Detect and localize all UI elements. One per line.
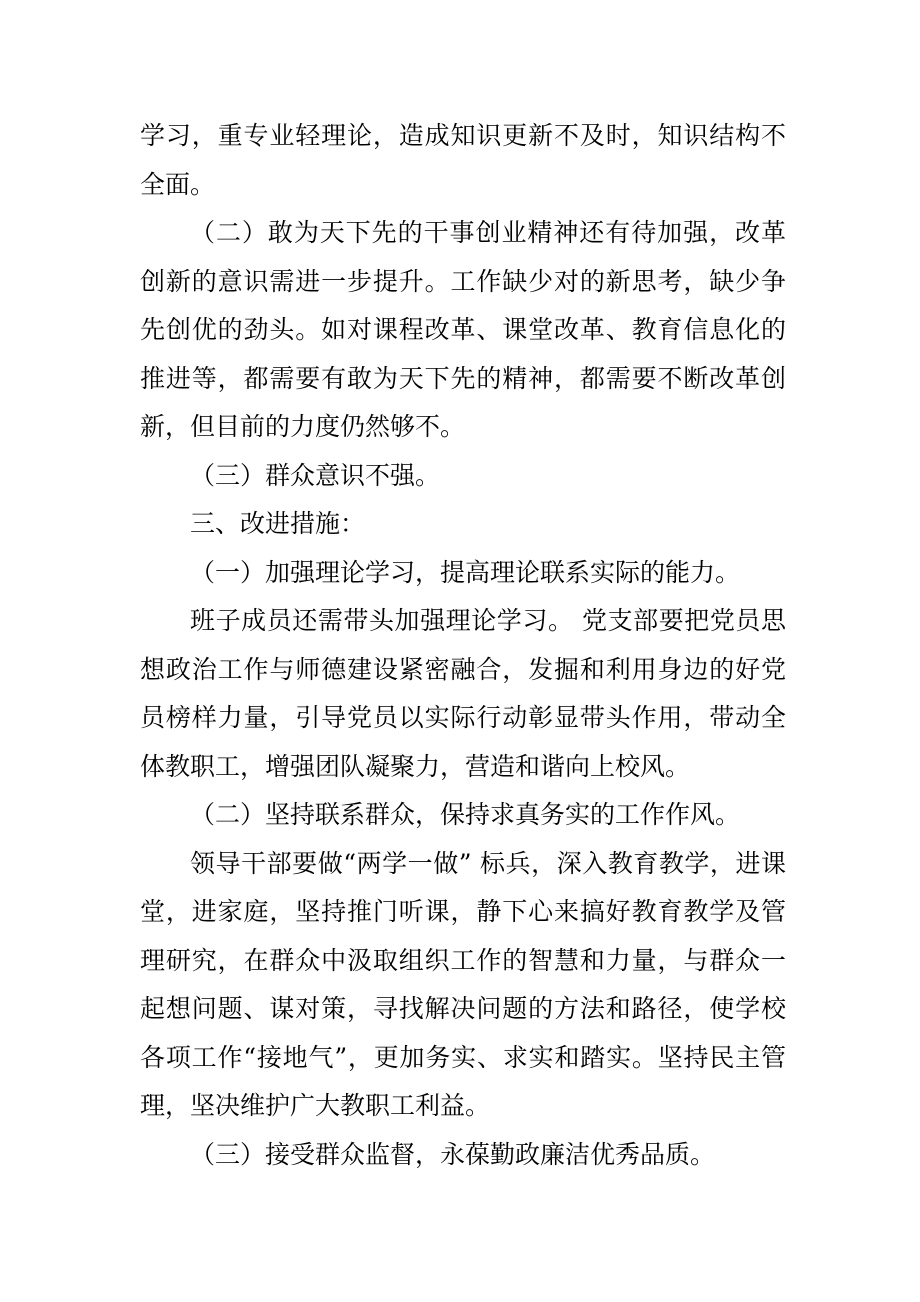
paragraph-connect-with-masses-detail: 领导干部要做“两学一做” 标兵，深入教育教学，进课堂，进家庭，坚持推门听课，静下心来搞好教育教学及管理研究，在群众中汲取组织工作的智慧和力量，与群众一起想问题、谋对策，寻找解决问题的方法和路径，使学校各项工作“接地气”，更加务实、求实和踏实。坚持民主管理，坚决维护广大教职工利益。 [140,848,786,1120]
subheading-connect-with-masses: （二）坚持联系群众，保持求真务实的工作作风。 [190,800,741,829]
subheading-accept-supervision: （三）接受群众监督，永葆勤政廉洁优秀品质。 [190,1139,716,1169]
paragraph-continuation: 学习，重专业轻理论，造成知识更新不及时，知识结构不全面。 [140,121,786,199]
paragraph-theory-study-detail: 班子成员还需带头加强理论学习。 党支部要把党员思想政治工作与师德建设紧密融合，发掘和利用身边的好党员榜样力量，引导党员以实际行动彰显带头作用，带动全体教职工，增强团队凝聚力，营造和谐向上校风。 [140,606,786,781]
subheading-strengthen-theory-study: （一）加强理论学习，提高理论联系实际的能力。 [190,557,741,587]
document-body [140,112,786,1179]
section-heading-improvement-measures: 三、改进措施： [190,509,366,538]
paragraph-item-2-pioneering-spirit: （二）敢为天下先的干事创业精神还有待加强，改革创新的意识需进一步提升。工作缺少对的新思考，缺少争先创优的劲头。如对课程改革、课堂改革、教育信息化的推进等，都需要有敢为天下先的精神，都需要不断改革创新，但目前的力度仍然够不。 [140,218,786,441]
paragraph-item-3-mass-awareness: （三）群众意识不强。 [190,460,441,490]
